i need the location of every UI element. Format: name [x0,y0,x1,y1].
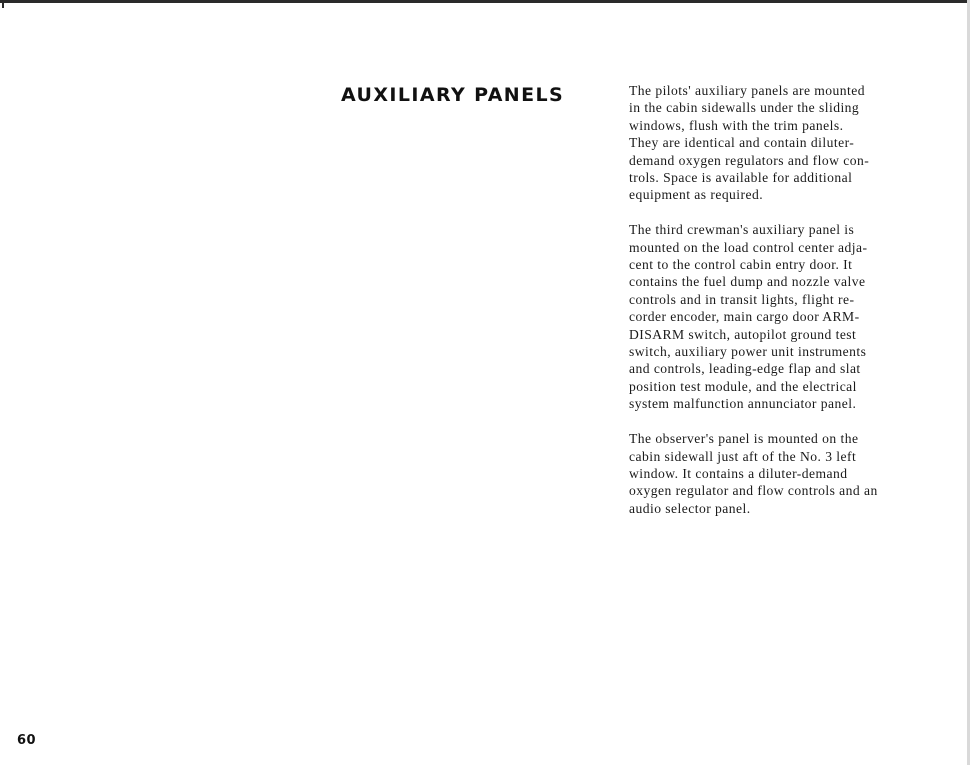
text-line: system malfunction annunciator panel. [629,396,857,412]
text-line: They are identical and contain diluter- [629,135,855,151]
text-line: in the cabin sidewalls under the sliding [629,100,860,116]
text-line: The observer's panel is mounted on the [629,431,859,447]
page-number: 60 [17,733,37,748]
top-edge-tick [2,0,4,8]
text-line: cent to the control cabin entry door. It [629,257,853,273]
text-line: DISARM switch, autopilot ground test [629,326,857,342]
text-line: mounted on the load control center adja- [629,239,868,255]
paragraph-pilots-panels [629,82,963,204]
paragraph-observer-panel [629,430,963,517]
text-line: window. It contains a diluter-demand [629,465,848,481]
text-line: position test module, and the electrical [629,378,857,394]
text-line: audio selector panel. [629,500,751,516]
paragraph-third-crewman-panel [629,221,963,412]
text-line: windows, flush with the trim panels. [629,117,844,133]
text-line: equipment as required. [629,187,764,203]
text-line: and controls, leading-edge flap and slat [629,361,861,377]
text-line: controls and in transit lights, flight re- [629,291,855,307]
top-edge-rule [0,0,970,3]
text-line: The third crewman's auxiliary panel is [629,222,855,238]
text-line: oxygen regulator and flow controls and an [629,483,878,499]
text-line: trols. Space is available for additional [629,170,853,186]
body-text-column [629,82,963,535]
text-line: corder encoder, main cargo door ARM- [629,309,860,325]
text-line: switch, auxiliary power unit instruments [629,344,867,360]
text-line: The pilots' auxiliary panels are mounted [629,83,865,98]
text-line: demand oxygen regulators and flow con- [629,152,870,168]
text-line: contains the fuel dump and nozzle valve [629,274,866,290]
section-heading: AUXILIARY PANELS [341,84,565,106]
text-line: cabin sidewall just aft of the No. 3 left [629,448,857,464]
